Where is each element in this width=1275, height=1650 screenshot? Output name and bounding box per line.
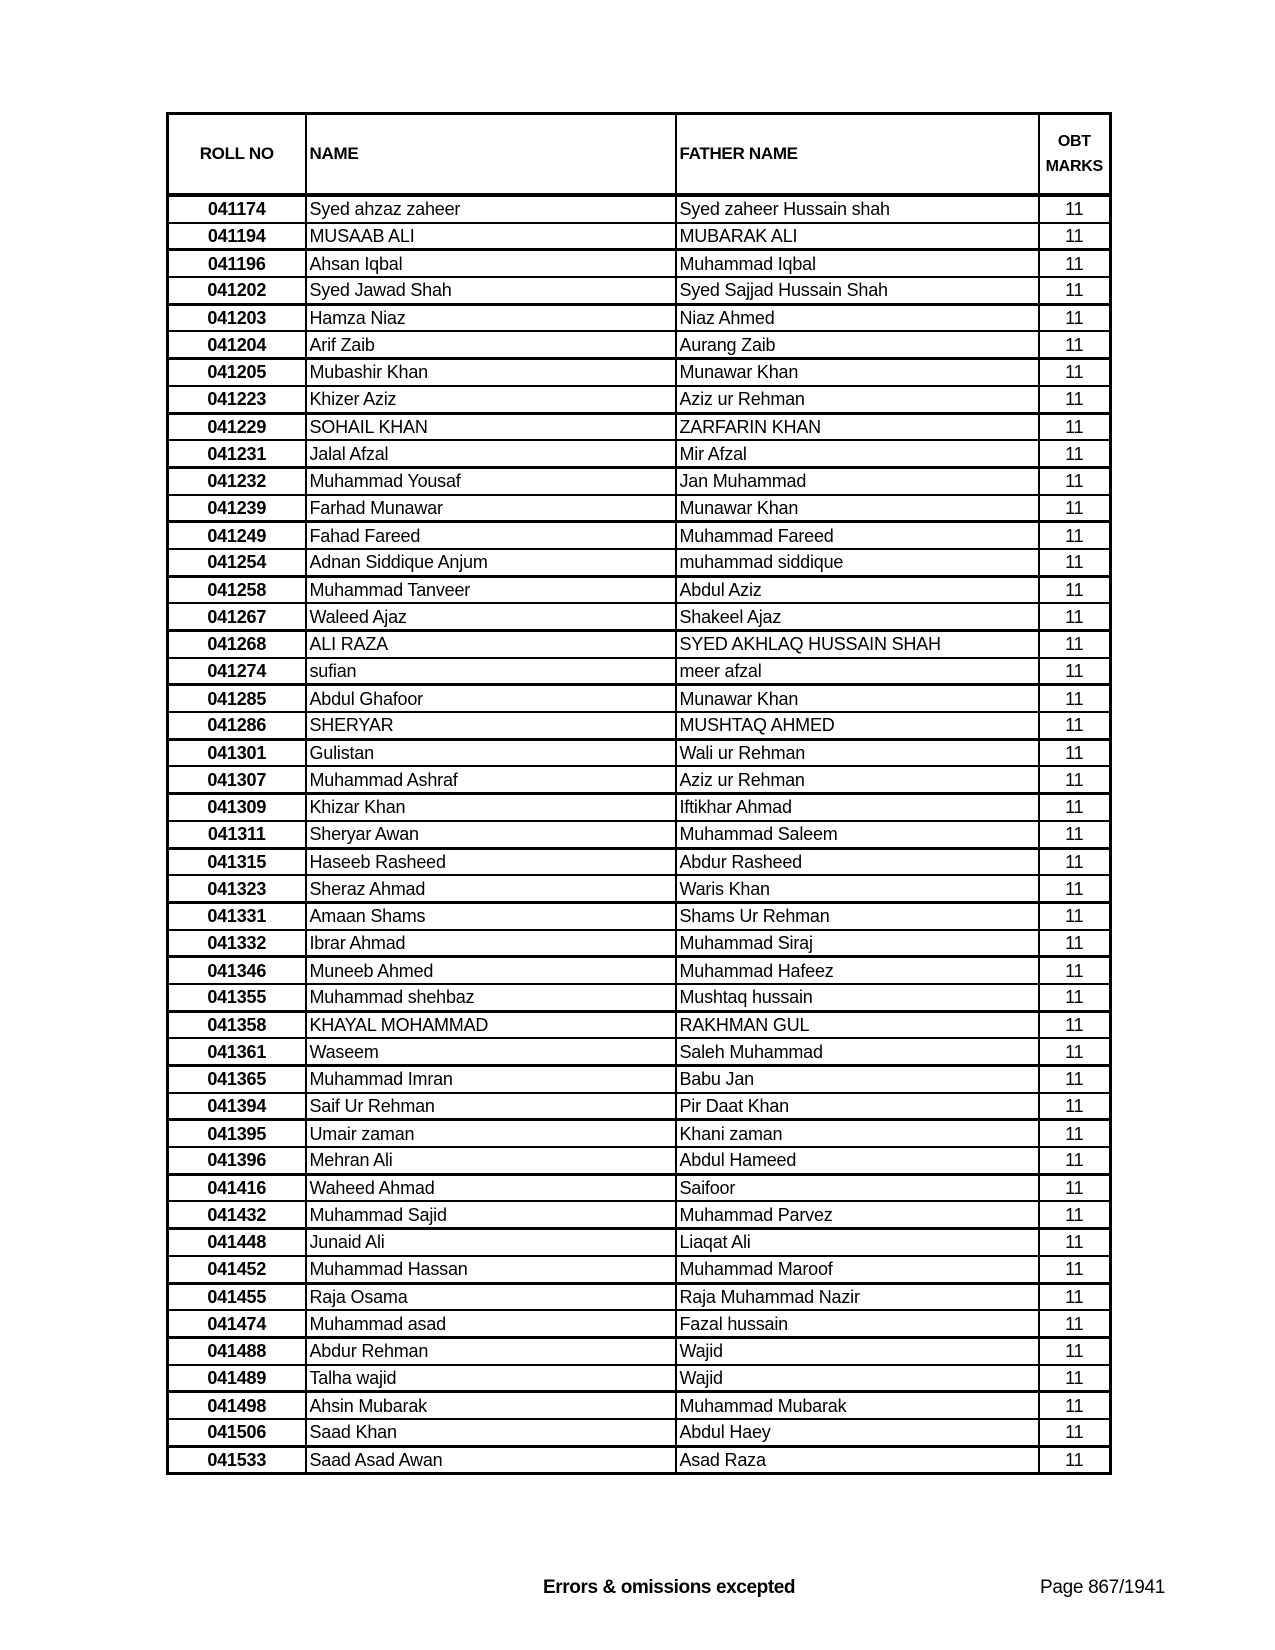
cell-name: Muhammad shehbaz [306,984,676,1011]
cell-roll-no: 041323 [168,875,306,902]
table-row [168,304,1111,331]
cell-father-name: Saleh Muhammad [676,1038,1039,1065]
cell-name: Muneeb Ahmed [306,957,676,984]
table-row [168,794,1111,821]
table-row [168,1174,1111,1201]
cell-father-name: Wajid [676,1365,1039,1392]
cell-name: Sheryar Awan [306,821,676,848]
header-obt-marks-line1: OBT [1057,133,1091,150]
table-row [168,1283,1111,1310]
cell-roll-no: 041395 [168,1120,306,1147]
cell-father-name: MUSHTAQ AHMED [676,712,1039,739]
cell-father-name: Mir Afzal [676,440,1039,467]
cell-father-name: Syed zaheer Hussain shah [676,195,1039,223]
cell-roll-no: 041307 [168,766,306,793]
table-row [168,1011,1111,1038]
cell-obt-marks: 11 [1039,603,1111,630]
cell-father-name: Saifoor [676,1174,1039,1201]
cell-name: Muhammad Sajid [306,1201,676,1228]
cell-roll-no: 041416 [168,1174,306,1201]
cell-roll-no: 041249 [168,522,306,549]
cell-father-name: Muhammad Mubarak [676,1392,1039,1419]
table-row [168,223,1111,250]
cell-obt-marks: 11 [1039,902,1111,929]
cell-name: Haseeb Rasheed [306,848,676,875]
cell-roll-no: 041365 [168,1066,306,1093]
cell-obt-marks: 11 [1039,576,1111,603]
table-row [168,902,1111,929]
cell-roll-no: 041506 [168,1419,306,1446]
cell-roll-no: 041204 [168,331,306,358]
table-body [168,195,1111,1474]
cell-obt-marks: 11 [1039,250,1111,277]
cell-father-name: Aziz ur Rehman [676,386,1039,413]
table-row [168,250,1111,277]
cell-obt-marks: 11 [1039,1093,1111,1120]
results-table [166,112,1112,1475]
cell-obt-marks: 11 [1039,794,1111,821]
cell-obt-marks: 11 [1039,1011,1111,1038]
cell-father-name: Raja Muhammad Nazir [676,1283,1039,1310]
header-obt-marks [1039,114,1111,196]
cell-father-name: Asad Raza [676,1446,1039,1474]
cell-obt-marks: 11 [1039,739,1111,766]
cell-obt-marks: 11 [1039,495,1111,522]
cell-name: Mehran Ali [306,1147,676,1174]
cell-father-name: Babu Jan [676,1066,1039,1093]
cell-father-name: RAKHMAN GUL [676,1011,1039,1038]
cell-name: Arif Zaib [306,331,676,358]
table-row [168,1365,1111,1392]
cell-roll-no: 041358 [168,1011,306,1038]
header-father-name: FATHER NAME [676,114,1039,196]
table-row [168,1038,1111,1065]
cell-name: Waleed Ajaz [306,603,676,630]
cell-roll-no: 041254 [168,549,306,576]
cell-father-name: muhammad siddique [676,549,1039,576]
cell-father-name: Wajid [676,1337,1039,1364]
table-row [168,712,1111,739]
cell-name: SOHAIL KHAN [306,413,676,440]
cell-obt-marks: 11 [1039,331,1111,358]
cell-obt-marks: 11 [1039,821,1111,848]
cell-father-name: Wali ur Rehman [676,739,1039,766]
table-row [168,331,1111,358]
cell-obt-marks: 11 [1039,1066,1111,1093]
cell-father-name: Abdul Haey [676,1419,1039,1446]
cell-obt-marks: 11 [1039,685,1111,712]
cell-obt-marks: 11 [1039,984,1111,1011]
cell-name: Junaid Ali [306,1229,676,1256]
cell-name: Syed Jawad Shah [306,277,676,304]
cell-obt-marks: 11 [1039,1392,1111,1419]
cell-obt-marks: 11 [1039,1446,1111,1474]
table-row [168,685,1111,712]
table-row [168,1201,1111,1228]
cell-obt-marks: 11 [1039,195,1111,223]
cell-obt-marks: 11 [1039,848,1111,875]
table-row [168,1229,1111,1256]
cell-roll-no: 041533 [168,1446,306,1474]
table-row [168,658,1111,685]
cell-obt-marks: 11 [1039,1174,1111,1201]
cell-roll-no: 041239 [168,495,306,522]
cell-obt-marks: 11 [1039,1038,1111,1065]
table-row [168,467,1111,494]
table-row [168,277,1111,304]
table-row [168,957,1111,984]
cell-obt-marks: 11 [1039,658,1111,685]
header-row [168,114,1111,196]
cell-roll-no: 041301 [168,739,306,766]
cell-roll-no: 041432 [168,1201,306,1228]
cell-roll-no: 041448 [168,1229,306,1256]
cell-obt-marks: 11 [1039,1283,1111,1310]
cell-roll-no: 041488 [168,1337,306,1364]
table-row [168,848,1111,875]
cell-name: Muhammad Yousaf [306,467,676,494]
cell-name: Khizer Aziz [306,386,676,413]
cell-obt-marks: 11 [1039,223,1111,250]
cell-father-name: Munawar Khan [676,359,1039,386]
cell-father-name: Jan Muhammad [676,467,1039,494]
table-row [168,495,1111,522]
cell-obt-marks: 11 [1039,957,1111,984]
cell-father-name: Niaz Ahmed [676,304,1039,331]
footer-disclaimer: Errors & omissions excepted [543,1577,796,1598]
cell-father-name: Aziz ur Rehman [676,766,1039,793]
cell-father-name: Fazal hussain [676,1310,1039,1337]
table-row [168,984,1111,1011]
cell-obt-marks: 11 [1039,1365,1111,1392]
cell-name: Muhammad Ashraf [306,766,676,793]
cell-roll-no: 041194 [168,223,306,250]
cell-roll-no: 041396 [168,1147,306,1174]
table-row [168,1392,1111,1419]
cell-name: Ahsin Mubarak [306,1392,676,1419]
cell-roll-no: 041268 [168,631,306,658]
cell-father-name: Khani zaman [676,1120,1039,1147]
cell-roll-no: 041267 [168,603,306,630]
cell-roll-no: 041332 [168,930,306,957]
table-row [168,1120,1111,1147]
cell-name: Mubashir Khan [306,359,676,386]
table-header [168,114,1111,196]
cell-obt-marks: 11 [1039,766,1111,793]
cell-name: Sheraz Ahmad [306,875,676,902]
cell-father-name: Liaqat Ali [676,1229,1039,1256]
cell-obt-marks: 11 [1039,1256,1111,1283]
cell-name: Muhammad Imran [306,1066,676,1093]
cell-roll-no: 041232 [168,467,306,494]
table-row [168,631,1111,658]
cell-father-name: Abdul Hameed [676,1147,1039,1174]
cell-roll-no: 041361 [168,1038,306,1065]
cell-roll-no: 041309 [168,794,306,821]
cell-name: Khizar Khan [306,794,676,821]
cell-roll-no: 041196 [168,250,306,277]
cell-roll-no: 041202 [168,277,306,304]
cell-father-name: Muhammad Saleem [676,821,1039,848]
table-row [168,413,1111,440]
table-row [168,930,1111,957]
cell-roll-no: 041455 [168,1283,306,1310]
cell-name: Farhad Munawar [306,495,676,522]
cell-name: Saad Khan [306,1419,676,1446]
cell-father-name: Muhammad Iqbal [676,250,1039,277]
table-row [168,1093,1111,1120]
cell-roll-no: 041315 [168,848,306,875]
cell-name: Abdul Ghafoor [306,685,676,712]
cell-father-name: Mushtaq hussain [676,984,1039,1011]
table-row [168,875,1111,902]
cell-name: Hamza Niaz [306,304,676,331]
cell-name: Abdur Rehman [306,1337,676,1364]
table-row [168,603,1111,630]
table-row [168,1147,1111,1174]
cell-obt-marks: 11 [1039,386,1111,413]
cell-obt-marks: 11 [1039,549,1111,576]
header-obt-marks-line2: MARKS [1045,158,1103,175]
cell-name: Fahad Fareed [306,522,676,549]
cell-obt-marks: 11 [1039,359,1111,386]
cell-roll-no: 041489 [168,1365,306,1392]
cell-obt-marks: 11 [1039,1120,1111,1147]
cell-obt-marks: 11 [1039,413,1111,440]
cell-father-name: Muhammad Maroof [676,1256,1039,1283]
cell-name: KHAYAL MOHAMMAD [306,1011,676,1038]
cell-father-name: Aurang Zaib [676,331,1039,358]
cell-name: Syed ahzaz zaheer [306,195,676,223]
cell-roll-no: 041286 [168,712,306,739]
cell-name: Muhammad Hassan [306,1256,676,1283]
cell-father-name: Abdul Aziz [676,576,1039,603]
cell-roll-no: 041355 [168,984,306,1011]
table-row [168,549,1111,576]
cell-name: Waseem [306,1038,676,1065]
table-row [168,821,1111,848]
cell-obt-marks: 11 [1039,304,1111,331]
cell-name: Jalal Afzal [306,440,676,467]
cell-roll-no: 041229 [168,413,306,440]
header-name: NAME [306,114,676,196]
cell-name: Waheed Ahmad [306,1174,676,1201]
cell-father-name: meer afzal [676,658,1039,685]
cell-name: Umair zaman [306,1120,676,1147]
table-row [168,1419,1111,1446]
table-row [168,739,1111,766]
table-row [168,440,1111,467]
cell-roll-no: 041498 [168,1392,306,1419]
cell-father-name: Pir Daat Khan [676,1093,1039,1120]
cell-obt-marks: 11 [1039,522,1111,549]
cell-obt-marks: 11 [1039,875,1111,902]
cell-roll-no: 041205 [168,359,306,386]
cell-obt-marks: 11 [1039,277,1111,304]
cell-father-name: Muhammad Siraj [676,930,1039,957]
cell-obt-marks: 11 [1039,1229,1111,1256]
table-row [168,522,1111,549]
cell-father-name: Muhammad Parvez [676,1201,1039,1228]
cell-name: Talha wajid [306,1365,676,1392]
cell-roll-no: 041311 [168,821,306,848]
cell-name: Amaan Shams [306,902,676,929]
cell-roll-no: 041174 [168,195,306,223]
cell-name: Adnan Siddique Anjum [306,549,676,576]
cell-father-name: Syed Sajjad Hussain Shah [676,277,1039,304]
cell-roll-no: 041258 [168,576,306,603]
header-roll-no: ROLL NO [168,114,306,196]
cell-father-name: Muhammad Hafeez [676,957,1039,984]
cell-roll-no: 041231 [168,440,306,467]
table-row [168,1256,1111,1283]
cell-name: Raja Osama [306,1283,676,1310]
cell-roll-no: 041203 [168,304,306,331]
cell-roll-no: 041452 [168,1256,306,1283]
page-number: Page 867/1941 [1040,1577,1165,1598]
cell-roll-no: 041274 [168,658,306,685]
cell-roll-no: 041223 [168,386,306,413]
cell-name: sufian [306,658,676,685]
cell-roll-no: 041331 [168,902,306,929]
cell-obt-marks: 11 [1039,1419,1111,1446]
cell-obt-marks: 11 [1039,440,1111,467]
cell-obt-marks: 11 [1039,467,1111,494]
cell-name: Ahsan Iqbal [306,250,676,277]
cell-name: Saif Ur Rehman [306,1093,676,1120]
table-row [168,1446,1111,1474]
cell-father-name: Muhammad Fareed [676,522,1039,549]
table-row [168,1337,1111,1364]
cell-father-name: Shakeel Ajaz [676,603,1039,630]
cell-obt-marks: 11 [1039,1337,1111,1364]
cell-name: Ibrar Ahmad [306,930,676,957]
table-row [168,766,1111,793]
cell-name: Saad Asad Awan [306,1446,676,1474]
cell-name: Gulistan [306,739,676,766]
cell-name: Muhammad asad [306,1310,676,1337]
table-row [168,1310,1111,1337]
cell-father-name: Abdur Rasheed [676,848,1039,875]
cell-roll-no: 041285 [168,685,306,712]
cell-obt-marks: 11 [1039,1201,1111,1228]
cell-roll-no: 041346 [168,957,306,984]
cell-name: Muhammad Tanveer [306,576,676,603]
cell-father-name: Munawar Khan [676,685,1039,712]
cell-roll-no: 041474 [168,1310,306,1337]
table-row [168,359,1111,386]
cell-name: MUSAAB ALI [306,223,676,250]
cell-roll-no: 041394 [168,1093,306,1120]
cell-father-name: Iftikhar Ahmad [676,794,1039,821]
cell-father-name: Shams Ur Rehman [676,902,1039,929]
cell-obt-marks: 11 [1039,1310,1111,1337]
cell-name: SHERYAR [306,712,676,739]
cell-obt-marks: 11 [1039,712,1111,739]
cell-father-name: SYED AKHLAQ HUSSAIN SHAH [676,631,1039,658]
cell-father-name: Waris Khan [676,875,1039,902]
cell-father-name: Munawar Khan [676,495,1039,522]
table-row [168,1066,1111,1093]
cell-father-name: ZARFARIN KHAN [676,413,1039,440]
cell-obt-marks: 11 [1039,930,1111,957]
cell-obt-marks: 11 [1039,631,1111,658]
cell-obt-marks: 11 [1039,1147,1111,1174]
cell-name: ALI RAZA [306,631,676,658]
table-row [168,195,1111,223]
cell-father-name: MUBARAK ALI [676,223,1039,250]
table-row [168,576,1111,603]
table-row [168,386,1111,413]
